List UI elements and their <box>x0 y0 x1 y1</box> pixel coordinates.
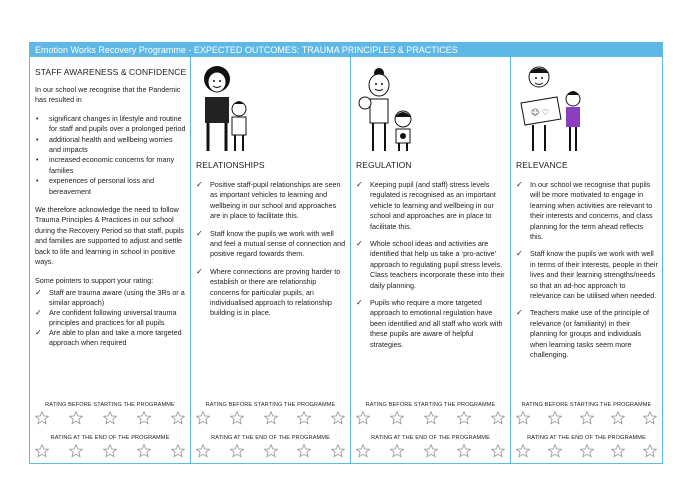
list-item-text: Are confident following universal trauma principles and practices for all pupils <box>49 307 177 327</box>
star-icon[interactable] <box>580 411 594 425</box>
column-regulation <box>350 57 510 463</box>
checkmark-icon: ✓ <box>516 308 523 318</box>
star-icon[interactable] <box>516 411 530 425</box>
star-icon[interactable] <box>548 444 562 458</box>
star-icon[interactable] <box>230 444 244 458</box>
rating-after-label: RATING AT THE END OF THE PROGRAMME <box>211 435 330 441</box>
rating-before-stars <box>196 411 345 425</box>
list-item <box>516 249 658 301</box>
list-item <box>35 308 186 328</box>
relationships-illustration-icon <box>199 63 259 155</box>
column-body <box>516 180 658 368</box>
star-icon[interactable] <box>264 411 278 425</box>
star-icon[interactable] <box>69 444 83 458</box>
star-icon[interactable] <box>390 411 404 425</box>
star-icon[interactable] <box>137 411 151 425</box>
rating-after-stars <box>196 444 345 458</box>
list-item <box>356 298 506 350</box>
tick-list <box>35 288 186 348</box>
star-icon[interactable] <box>196 444 210 458</box>
regulation-illustration-icon <box>357 63 423 155</box>
star-icon[interactable] <box>137 444 151 458</box>
star-icon[interactable] <box>297 411 311 425</box>
star-icon[interactable] <box>548 411 562 425</box>
column-relationships <box>190 57 350 463</box>
star-icon[interactable] <box>230 411 244 425</box>
list-item-text: Keeping pupil (and staff) stress levels regulated is recognised as an important vehicle to learning and wellbeing in our school and approaches are in place to facilitate this. <box>370 180 496 231</box>
column-body <box>356 180 506 357</box>
star-icon[interactable] <box>424 411 438 425</box>
star-icon[interactable] <box>643 411 657 425</box>
list-item: • significant changes in lifestyle and routine for staff and pupils over a prolonged period <box>35 114 186 135</box>
list-item-text: Where connections are proving harder to establish or there are relationship concerns for particular pupils, an individualised approach to relationship building is in place. <box>210 266 341 318</box>
intro-text: In our school we recognise that the Pandemic has resulted in <box>35 85 181 105</box>
star-icon[interactable] <box>457 411 471 425</box>
star-icon[interactable] <box>196 411 210 425</box>
checkmark-icon: ✓ <box>35 327 42 337</box>
list-item-text: Pupils who require a more targeted approach to emotional regulation have been identified and all staff who work with these pupils are aware of helpful strategies. <box>370 298 503 349</box>
list-item <box>196 180 346 222</box>
rating-after-stars <box>356 444 505 458</box>
star-icon[interactable] <box>35 444 49 458</box>
rating-before-stars <box>356 411 505 425</box>
list-item-text: Teachers make use of the principle of relevance (or familiarity) in their planning for groups and individuals when learning tasks seem more challenging. <box>530 308 650 360</box>
list-item-text: Whole school ideas and activities are identified that help us take a ‘pro-active’ approach to regulating pupil stress levels. Class teachers incorporate these into their daily planning. <box>370 239 505 290</box>
star-icon[interactable] <box>580 444 594 458</box>
column-relevance <box>510 57 662 463</box>
tick-list <box>196 180 346 319</box>
star-icon[interactable] <box>356 411 370 425</box>
list-item-text: Staff are trauma aware (using the 3Rs or a similar approach) <box>49 287 185 307</box>
checkmark-icon: ✓ <box>356 180 363 189</box>
star-icon[interactable] <box>643 444 657 458</box>
rating-after-label: RATING AT THE END OF THE PROGRAMME <box>371 435 490 441</box>
rating-before-label: RATING BEFORE STARTING THE PROGRAMME <box>521 402 652 408</box>
list-item <box>35 328 186 348</box>
checkmark-icon: ✓ <box>516 180 523 189</box>
list-item <box>196 267 346 319</box>
column-heading: STAFF AWARENESS & CONFIDENCE <box>35 67 187 77</box>
star-icon[interactable] <box>264 444 278 458</box>
star-icon[interactable] <box>35 411 49 425</box>
rating-before-label: RATING BEFORE STARTING THE PROGRAMME <box>205 402 336 408</box>
star-icon[interactable] <box>611 444 625 458</box>
checkmark-icon: ✓ <box>196 266 203 276</box>
checkmark-icon: ✓ <box>196 180 203 189</box>
star-icon[interactable] <box>611 411 625 425</box>
star-icon[interactable] <box>171 411 185 425</box>
checkmark-icon: ✓ <box>35 287 42 297</box>
list-item-text: Are able to plan and take a more targeted approach when required <box>49 327 182 347</box>
star-icon[interactable] <box>69 411 83 425</box>
list-item <box>356 180 506 232</box>
checkmark-icon: ✓ <box>35 307 42 317</box>
star-icon[interactable] <box>356 444 370 458</box>
column-heading: RELATIONSHIPS <box>196 160 265 170</box>
rating-after-label: RATING AT THE END OF THE PROGRAMME <box>50 435 170 441</box>
star-icon[interactable] <box>491 411 505 425</box>
star-icon[interactable] <box>297 444 311 458</box>
list-item: • increased economic concerns for many families <box>35 155 186 176</box>
star-icon[interactable] <box>491 444 505 458</box>
rating-before-label: RATING BEFORE STARTING THE PROGRAMME <box>45 402 175 408</box>
column-body <box>196 180 346 326</box>
star-icon[interactable] <box>424 444 438 458</box>
list-item <box>516 308 658 360</box>
star-icon[interactable] <box>331 411 345 425</box>
list-item-text: Positive staff-pupil relationships are seen as important vehicles to learning and wellbeing in our school and approaches are in place to facilitate this. <box>210 180 341 221</box>
star-icon[interactable] <box>103 411 117 425</box>
bullet-list <box>35 114 186 197</box>
list-item: • additional health and wellbeing worries and impacts <box>35 135 186 156</box>
list-item: • experiences of personal loss and bereavement <box>35 176 186 197</box>
relevance-illustration-icon <box>517 63 591 155</box>
checkmark-icon: ✓ <box>516 249 523 259</box>
title-bar: Emotion Works Recovery Programme - EXPECTED OUTCOMES: TRAUMA PRINCIPLES & PRACTICES <box>30 43 662 57</box>
tick-list <box>516 180 658 361</box>
rating-after-stars <box>516 444 657 458</box>
rating-before-stars <box>35 411 185 425</box>
star-icon[interactable] <box>457 444 471 458</box>
list-item-text: Staff know the pupils we work with well in terms of their interests, people in their lives and their learning strengths/needs so that an ad-hoc approach to relevance can be utilised when needed. <box>530 249 658 301</box>
column-heading: RELEVANCE <box>516 160 568 170</box>
star-icon[interactable] <box>390 444 404 458</box>
list-item <box>516 180 658 242</box>
pointers-label: Some pointers to support your rating: <box>35 275 154 285</box>
column-staff-awareness <box>30 57 190 463</box>
checkmark-icon: ✓ <box>196 228 203 238</box>
paragraph: We therefore acknowledge the need to follow Trauma Principles & Practices in our school during the Recovery Period so that staff, pupils and families are supported to adjust and settle back to life and learning in school in positive ways. <box>35 205 184 267</box>
list-item <box>35 288 186 308</box>
checkmark-icon: ✓ <box>356 298 363 308</box>
outcomes-table <box>29 42 663 464</box>
list-item <box>356 239 506 291</box>
tick-list <box>356 180 506 350</box>
star-icon[interactable] <box>516 444 530 458</box>
rating-after-stars <box>35 444 185 458</box>
rating-before-label: RATING BEFORE STARTING THE PROGRAMME <box>365 402 496 408</box>
star-icon[interactable] <box>171 444 185 458</box>
checkmark-icon: ✓ <box>356 239 363 249</box>
list-item-text: Staff know the pupils we work with well and feel a mutual sense of connection and positive regard towards them. <box>210 228 346 259</box>
svg-text:☺ ♡: ☺ ♡ <box>531 108 550 117</box>
list-item <box>196 229 346 260</box>
column-body <box>35 85 186 348</box>
rating-after-label: RATING AT THE END OF THE PROGRAMME <box>527 435 646 441</box>
star-icon[interactable] <box>331 444 345 458</box>
rating-before-stars <box>516 411 657 425</box>
star-icon[interactable] <box>103 444 117 458</box>
list-item-text: In our school we recognise that pupils will be more motivated to engage in learning when activities are relevant to their interests and concerns, and class planning for the term ahead reflects this. <box>530 180 653 242</box>
column-heading: REGULATION <box>356 160 412 170</box>
